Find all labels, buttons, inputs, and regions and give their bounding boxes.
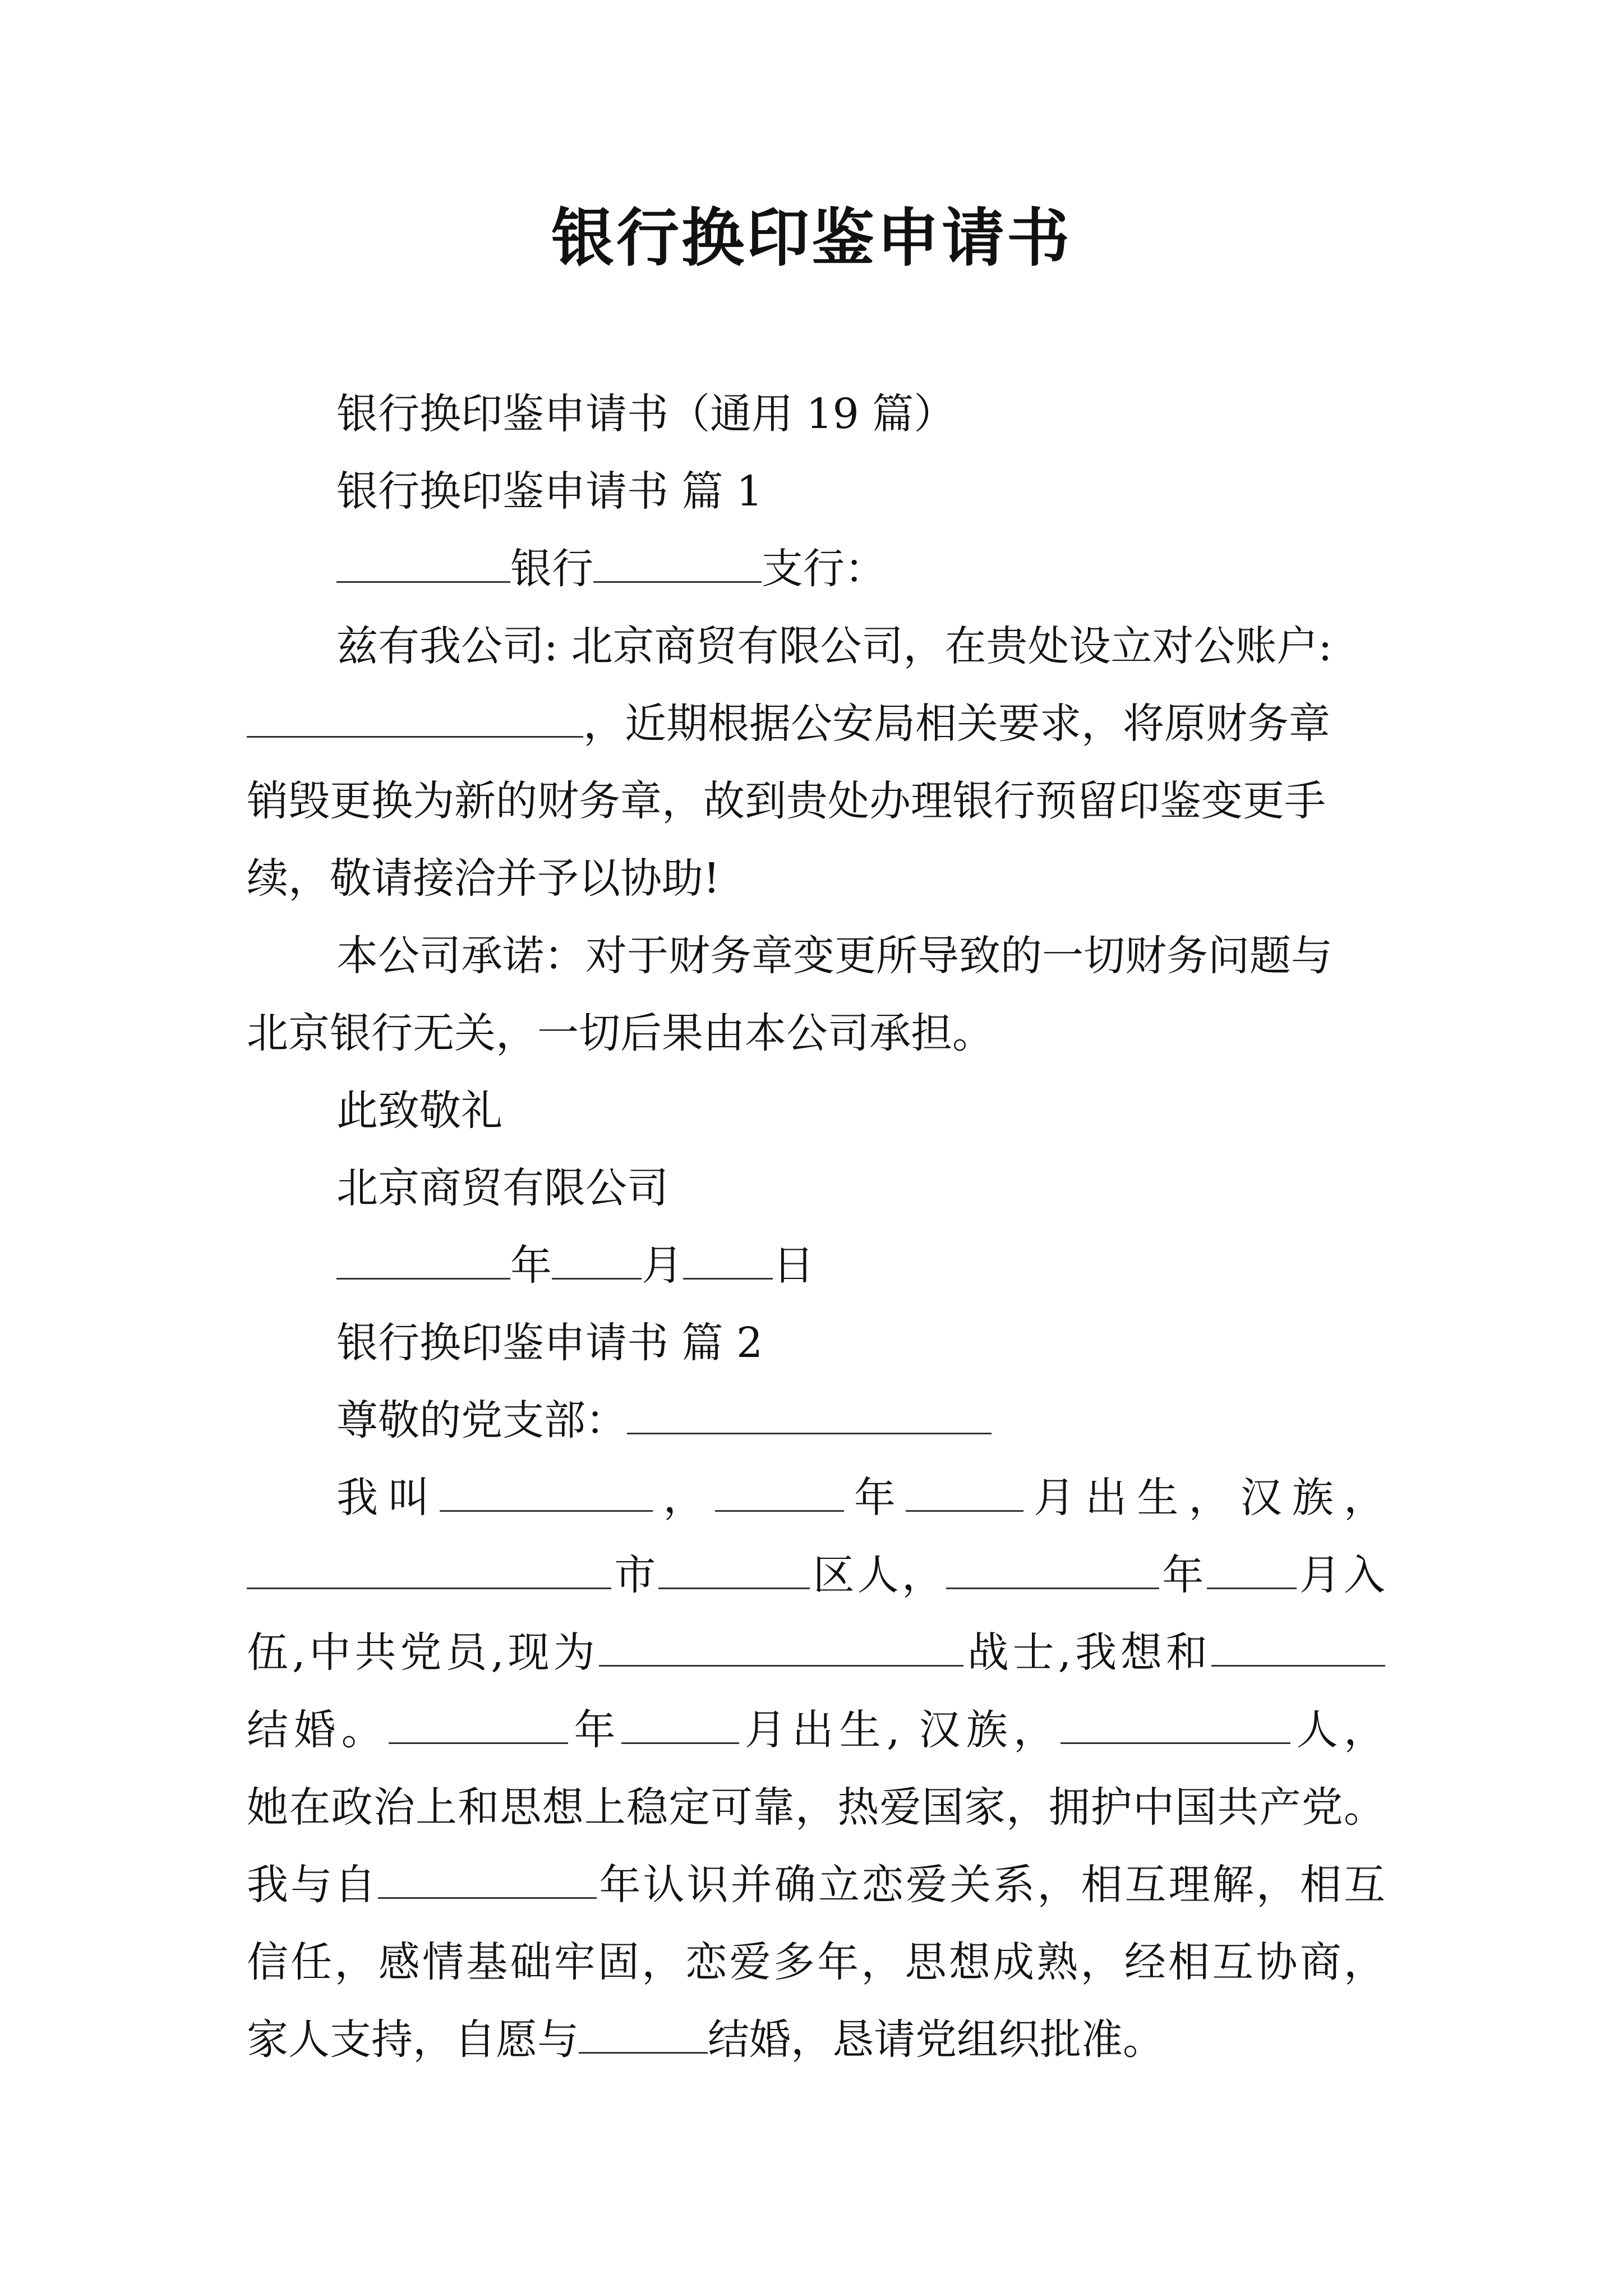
text-comma: ， (653, 1474, 715, 1522)
blank-account-number (247, 702, 583, 738)
body-line3 (247, 1625, 1385, 1681)
paragraph2-line2: 北京银行无关，一切后果由本公司承担。 (247, 1009, 994, 1057)
blank-partner-hometown (1061, 1709, 1290, 1744)
body-line2 (247, 1547, 1385, 1603)
blank-month (552, 1244, 642, 1280)
body-line6 (247, 1857, 1385, 1913)
body-line7: 信任，感情基础牢固，恋爱多年，思想成熟，经相互协商， (247, 1938, 1385, 1986)
blank-year (336, 1244, 510, 1280)
blank-enlist-month (1207, 1554, 1297, 1589)
section2-heading: 银行换印鉴申请书 篇 2 (336, 1319, 763, 1367)
paragraph1-line4: 续，敬请接洽并予以协助! (247, 854, 720, 903)
blank-birth-year (715, 1476, 844, 1512)
section1-heading: 银行换印鉴申请书 篇 1 (336, 467, 763, 516)
text-nian: 年 (843, 1474, 906, 1522)
text-zhanshi: 战士,我想和 (963, 1628, 1212, 1677)
text-yue-chusheng: 月出生， (1023, 1474, 1241, 1522)
document-title: 银行换印鉴申请书 (551, 201, 1072, 275)
text-quren: 区人， (810, 1551, 947, 1599)
text-wojiao: 我叫 (336, 1474, 440, 1522)
paragraph1-line1: 兹有我公司: 北京商贸有限公司，在贵处设立对公账户: (336, 622, 1332, 670)
address-branch-label: 支行： (762, 545, 886, 593)
blank-relationship-year (378, 1864, 597, 1899)
text-nian3: 年 (568, 1706, 621, 1754)
paragraph1-line3: 销毁更换为新的财务章，故到贵处办理银行预留印鉴变更手 (247, 777, 1326, 825)
text-woyuzi: 我与自 (247, 1861, 379, 1909)
signature-company: 北京商贸有限公司 (336, 1164, 668, 1212)
address-line (336, 541, 1385, 597)
blank-home-city (247, 1554, 611, 1589)
party-salutation (336, 1392, 1385, 1448)
blank-branch-name (593, 547, 762, 583)
body-line8 (247, 2012, 1385, 2068)
blank-position (599, 1631, 963, 1667)
paragraph1-line2-text: ，近期根据公安局相关要求，将原财务章 (583, 700, 1330, 748)
blank-partner-name-2 (579, 2018, 708, 2054)
blank-day (683, 1244, 773, 1280)
text-ren: 人， (1290, 1706, 1386, 1754)
blank-birth-month (906, 1476, 1023, 1512)
text-yueru: 月入 (1296, 1551, 1386, 1599)
blank-home-district (658, 1554, 810, 1589)
text-yuechusheng2: 月出生, 汉族， (739, 1706, 1061, 1754)
blank-bank-name (336, 547, 510, 583)
date-month-label: 月 (642, 1241, 683, 1290)
text-jiehun2: 结婚，恳请党组织批准。 (708, 2016, 1164, 2064)
text-nian2: 年 (1159, 1551, 1207, 1599)
blank-partner-birth-year (389, 1709, 568, 1744)
date-day-label: 日 (773, 1241, 814, 1290)
body-line4 (247, 1702, 1385, 1758)
blank-applicant-name (440, 1476, 653, 1512)
body-line1 (336, 1470, 1385, 1526)
address-bank-label: 银行 (510, 545, 593, 593)
date-year-label: 年 (510, 1241, 552, 1290)
text-shi: 市 (611, 1551, 659, 1599)
text-wu: 伍,中共党员,现为 (247, 1628, 599, 1677)
party-salutation-text: 尊敬的党支部： (336, 1396, 627, 1444)
document-subtitle: 银行换印鉴申请书（通用 19 篇） (336, 390, 956, 438)
blank-enlist-year (946, 1554, 1159, 1589)
text-nianrenshi: 年认识并确立恋爱关系，相互理解，相互 (597, 1861, 1386, 1909)
body-line5: 她在政治上和思想上稳定可靠，热爱国家，拥护中国共产党。 (247, 1783, 1385, 1832)
text-hanzu: 汉族， (1240, 1474, 1386, 1522)
text-jiaren: 家人支持，自愿与 (247, 2016, 579, 2064)
paragraph2-line1: 本公司承诺：对于财务章变更所导致的一切财务问题与 (336, 932, 1332, 980)
paragraph1-line2 (247, 696, 1385, 752)
blank-partner-birth-month (621, 1709, 739, 1744)
closing-salutation: 此致敬礼 (336, 1087, 502, 1135)
text-jiehun: 结婚。 (247, 1706, 389, 1754)
blank-party-branch (627, 1399, 992, 1434)
date-line (336, 1237, 1385, 1294)
blank-partner-name (1211, 1631, 1385, 1667)
